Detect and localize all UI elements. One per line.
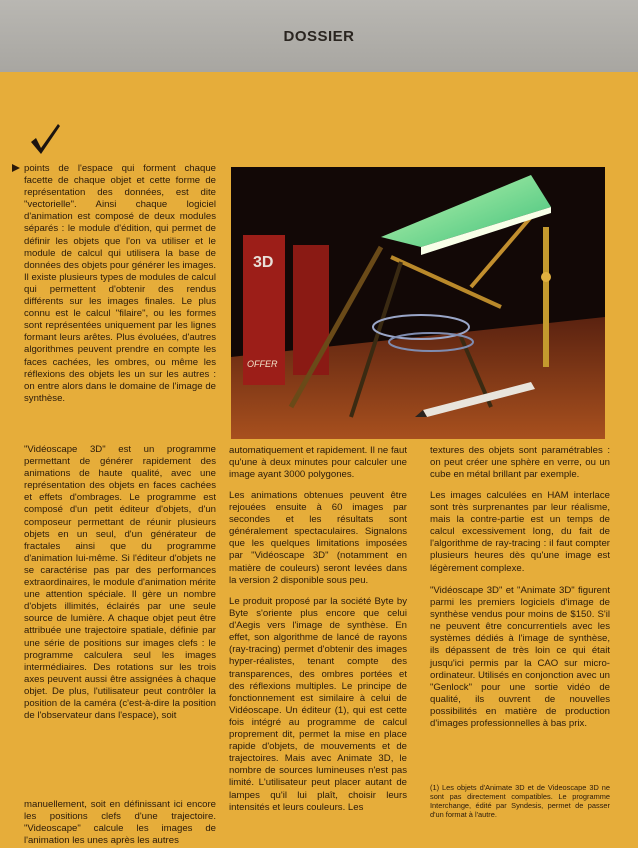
- col1-paragraph-2: "Vidéoscape 3D" est un programme permettant de générer rapidement des animations de haute qualité, avec une représentation des objets en faces cachées et effets d'ombrages. Le programme est composé d'un petit éditeur d'objets, d'un composeur permettant de réunir plusieurs objets en un seul, d'un générateur de fractales ainsi que du programme d'animation lui-même. Si l'éditeur d'objets ne se caractérise pas par des performances extraordinaires, le module d'animation mérite une attention spéciale. Il gère un nombre d'objets illimités, éclairés par une seule source de lumière. A chaque objet peut être attribuée une trajectoire spatiale, définie par une série de positions sur images clefs : le programme calculera seul les images intermédiaires. Des rotations sur les trois axes peuvent aussi être assignées à chaque objet. De plus, l'utilisateur peut contrôler la position de la caméra (c'est-à-dire la position de l'observateur dans l'espace), soit: [24, 444, 216, 722]
- photo-scene: [231, 167, 605, 439]
- footnote: (1) Les objets d'Animate 3D et de Videoscape 3D ne sont pas directement compatibles. Le programme Interchange, édité par Syndesis, permet de passer d'un format à l'autre.: [430, 783, 610, 819]
- triangle-bullet-icon: [11, 163, 21, 173]
- section-title: DOSSIER: [283, 28, 355, 45]
- checkmark-icon: [28, 122, 62, 156]
- rendered-3d-photo: [231, 167, 605, 439]
- col2-paragraph-3: Le produit proposé par la société Byte by Byte s'oriente plus encore que celui d'Aegis vers l'image de synthèse. En effet, son algorithme de lancé de rayons (ray-tracing) permet d'obtenir des images hyper-réalistes, tenant compte des transparences, des ombres portées et des réflexions multiples. Le principe de fonctionnement est similaire à celui de Vidéoscape. Un éditeur (1), qui est cette fois intégré au programme de calcul proprement dit, permet la mise en place rapide d'objets, de mouvements et de trajectoires. Mais avec Animate 3D, le nombre de sources lumineuses n'est pas limité. L'utilisateur peut placer autant de lampes qu'il lui plaît, choisir leurs intensités et leurs couleurs. Les: [229, 596, 407, 813]
- col3-paragraph-1: textures des objets sont paramétrables : on peut créer une sphère en verre, ou un cube en métal brillant par exemple.: [430, 445, 610, 481]
- col3-paragraph-3: "Vidéoscape 3D" et "Animate 3D" figurent parmi les premiers logiciels d'image de synthèse vendus pour moins de $150. S'il ne peuvent être concurrentiels avec les systèmes dédiés à l'image de synthèse, ils dépassent de très loin ce qui était jusqu'ici permis par la CAO sur micro-ordinateur. Utilisés en conjonction avec un "Genlock" pour une sortie vidéo de qualité, ils ouvrent de nouvelles possibilités en matière de production d'images professionnelles à bas prix.: [430, 585, 610, 730]
- red-book-2: [293, 245, 329, 375]
- col1-paragraph-3: manuellement, soit en définissant ici encore les positions clefs d'une trajectoire. "Videoscape" calcule les images de l'animation les unes après les autres: [24, 799, 216, 847]
- box-label-text: OFFER: [247, 359, 278, 369]
- book-sign-text: 3D: [253, 254, 274, 271]
- col2-paragraph-1: automatiquement et rapidement. Il ne faut qu'une à deux minutes pour calculer une image ayant 3000 polygones.: [229, 445, 407, 481]
- col2-paragraph-2: Les animations obtenues peuvent être rejouées ensuite à 60 images par secondes et les résultats sont généralement spectaculaires. Signalons que les quelques limitations imposées par "Vidéoscape 3D" (notamment en matière de couleurs) seront levées dans la version 2 disponible sous peu.: [229, 490, 407, 586]
- col3-paragraph-2: Les images calculées en HAM interlace sont très surprenantes par leur réalisme, mais la contre-partie est un temps de calcul excessivement long, du fait de l'algorithme de ray-tracing : il faut compter plusieurs heures dès qu'une image est légèrement complexe.: [430, 490, 610, 574]
- col1-paragraph-1: points de l'espace qui forment chaque facette de chaque objet et cette forme de représentation des données, est dite "vectorielle". Ainsi chaque logiciel d'animation est composé de deux modules séparés : le module d'édition, qui permet de définir les objets que l'on va utiliser et le module de calcul qui utilisera la base de données des objets pour générer les images. Il existe plusieurs types de modules de calcul qui permettent d'obtenir des rendus différents sur les images finales. Le plus connu est le calcul "filaire", ou les formes sont représentées uniquement par les lignes formant leurs arêtes. Plus évoluées, d'autres algorithmes peuvent prendre en compte les faces cachées, les ombres, ou même les réflexions des objets les un sur les autres : on entre alors dans le domaine de l'image de synthèse.: [24, 163, 216, 404]
